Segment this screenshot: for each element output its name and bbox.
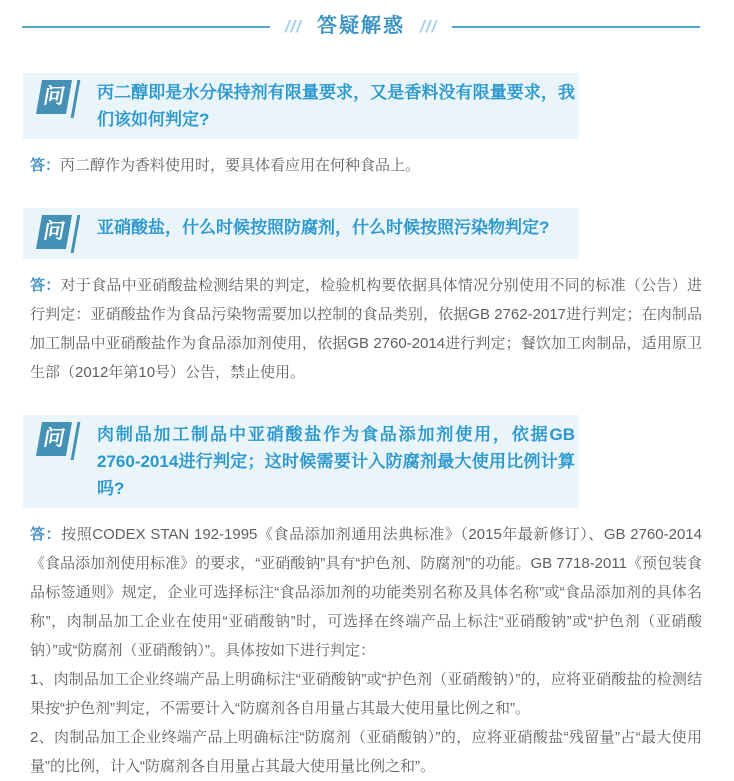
answer-paragraph [30, 271, 702, 387]
header-slashes-right-icon: /// [420, 17, 438, 36]
question-mark-icon: 问 [36, 422, 72, 456]
answer-label: 答： [30, 526, 62, 543]
section-header [22, 13, 700, 40]
question-text: 肉制品加工制品中亚硝酸盐作为食品添加剂使用，依据GB 2760-2014进行判定；这时候需要计入防腐剂最大使用比例计算吗? [97, 425, 575, 498]
question-block [23, 73, 579, 139]
question-badge-slash-icon [71, 215, 81, 253]
answer-text: 丙二醇作为香料使用时，要具体看应用在何种食品上。 [60, 157, 421, 174]
answer-label: 答： [30, 157, 61, 174]
question-mark-icon: 问 [36, 80, 72, 114]
qa-item [0, 73, 734, 180]
question-badge [39, 421, 97, 460]
answer-text: 2、肉制品加工企业终端产品上明确标注“防腐剂（亚硝酸钠）”的，应将亚硝酸盐“残留量”占“最大使用量”的比例，计入“防腐剂各自用量占其最大使用量比例之和”。 [30, 729, 702, 775]
answer-paragraph [30, 665, 702, 723]
answer-text: 1、肉制品加工企业终端产品上明确标注“亚硝酸钠”或“护色剂（亚硝酸钠）”的，应将亚硝酸盐的检测结果按“护色剂”判定，不需要计入“防腐剂各自用量占其最大使用量比例之和”。 [30, 671, 702, 717]
answer-label: 答： [30, 277, 61, 294]
question-block [23, 415, 579, 508]
answer-text: 对于食品中亚硝酸盐检测结果的判定，检验机构要依据具体情况分别使用不同的标准（公告）进行判定：亚硝酸盐作为食品污染物需要加以控制的食品类别，依据GB 2762-2017进行判定；在肉制品加工制品中亚硝酸盐作为食品添加剂使用，依据GB 2760-2014进行判定；餐饮加工肉制品，适用原卫生部（2012年第10号）公告，禁止使用。 [30, 277, 702, 381]
header-slashes-left-icon: /// [284, 17, 302, 36]
question-badge [39, 79, 97, 118]
answer-paragraph [30, 723, 702, 781]
header-line-left [22, 26, 270, 28]
answer-text: 按照CODEX STAN 192-1995《食品添加剂通用法典标准》（2015年最新修订）、GB 2760-2014《食品添加剂使用标准》的要求，“亚硝酸钠”具有“护色剂、防腐剂”的功能。GB 7718-2011《预包装食品标签通则》规定，企业可选择标注“食品添加剂的功能类别名称及具体名称”或“食品添加剂的具体名称”，肉制品加工企业在使用“亚硝酸钠”时，可选择在终端产品上标注“亚硝酸钠”或“护色剂（亚硝酸钠）”或“防腐剂（亚硝酸钠）”。具体按如下进行判定： [30, 526, 702, 659]
page-title: 答疑解惑 [317, 15, 405, 37]
answer-block [30, 151, 702, 180]
question-text: 丙二醇即是水分保持剂有限量要求，又是香料没有限量要求，我们该如何判定? [97, 83, 575, 129]
answer-paragraph [30, 151, 702, 180]
question-badge-slash-icon [71, 422, 81, 460]
qa-item [0, 208, 734, 387]
question-badge [39, 214, 97, 253]
question-badge-slash-icon [71, 80, 81, 118]
question-text: 亚硝酸盐，什么时候按照防腐剂，什么时候按照污染物判定? [97, 218, 550, 237]
answer-block [30, 520, 702, 781]
qa-item [0, 415, 734, 781]
question-mark-icon: 问 [36, 215, 72, 249]
question-block [23, 208, 579, 259]
answer-block [30, 271, 702, 387]
header-line-right [452, 26, 700, 28]
answer-paragraph [30, 520, 702, 665]
